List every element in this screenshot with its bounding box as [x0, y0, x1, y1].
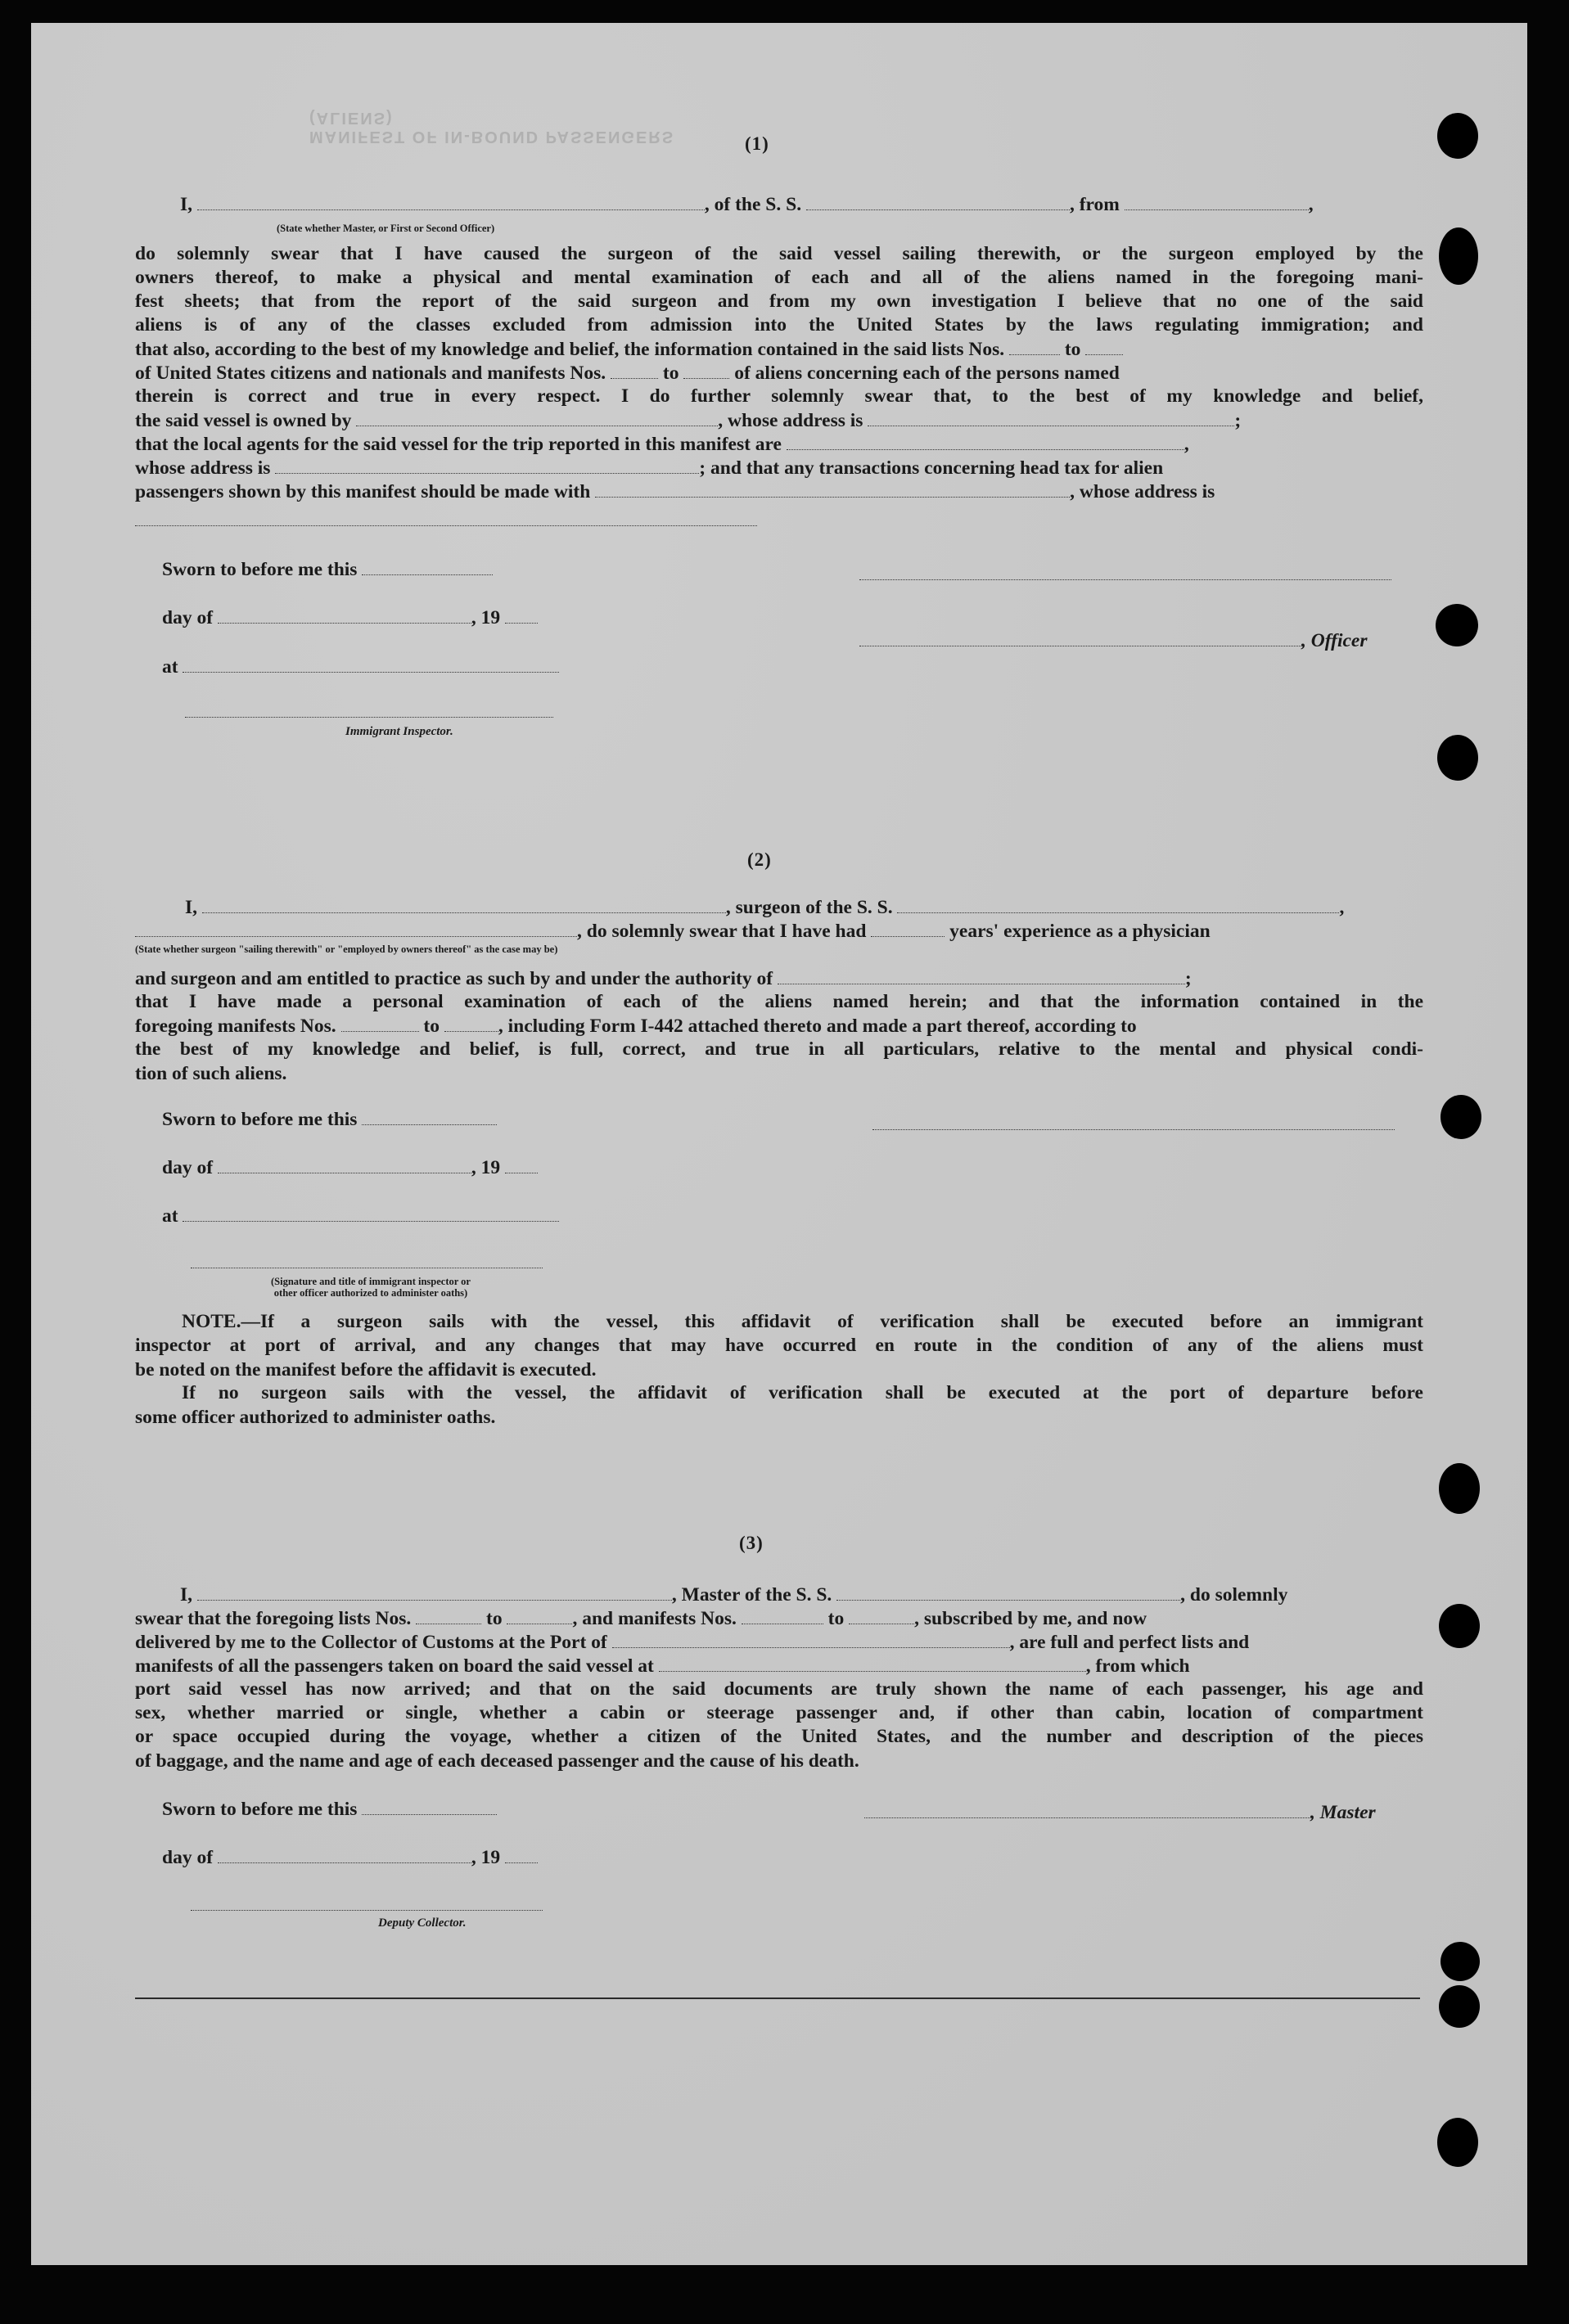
punch-hole: [1439, 1463, 1480, 1514]
note-line-4: If no surgeon sails with the vessel, the affidavit of verification shall be executed at the port of departure before: [182, 1382, 1423, 1403]
s3-line-1: I, , Master of the S. S. , do solemnly: [180, 1584, 1288, 1606]
bleed-through-header: MANIFEST OF IN-BOUND PASSENGERS (ALIENS): [309, 109, 675, 146]
surgeon-note: (State whether surgeon "sailing therewith" or "employed by owners thereof" as the case may be): [135, 944, 558, 955]
s3-line-2: swear that the foregoing lists Nos. to , and manifests Nos. to , subscribed by me, and now: [135, 1608, 1147, 1629]
section-3-number: (3): [739, 1533, 764, 1553]
s3-line-6: sex, whether married or single, whether a cabin or steerage passenger and, if other than cabin, location of compartment: [135, 1702, 1423, 1723]
s3-line-5: port said vessel has now arrived; and that on the said documents are truly shown the name of each passenger, his age and: [135, 1678, 1423, 1700]
s1-line-7: of United States citizens and nationals and manifests Nos. to of aliens concerning each of the persons named: [135, 363, 1120, 384]
s1-line-4: fest sheets; that from the report of the said surgeon and from my own investigation I believe that no one of the said: [135, 290, 1423, 312]
s2-line-4: that I have made a personal examination of each of the aliens named herein; and that the information contained in the: [135, 991, 1423, 1012]
signature-title-caption: (Signature and title of immigrant inspector or other officer authorized to administer oaths): [271, 1276, 471, 1299]
s1-line-3: owners thereof, to make a physical and mental examination of each and all of the aliens named in the foregoing mani-: [135, 267, 1423, 288]
bottom-rule: [135, 1997, 1420, 1999]
s2-line-5: foregoing manifests Nos. to , including Form I-442 attached thereto and made a part thereof, according to: [135, 1016, 1137, 1037]
deputy-collector-caption: Deputy Collector.: [378, 1916, 467, 1930]
s1-signature-line: [859, 579, 1391, 580]
s1-line-5: aliens is of any of the classes excluded from admission into the United States by the laws regulating immigration; and: [135, 314, 1423, 336]
section-1-number: (1): [745, 133, 769, 154]
address-line: [135, 525, 757, 526]
s2-at: at: [162, 1204, 559, 1228]
s1-at: at: [162, 655, 559, 679]
s1-line-11: whose address is ; and that any transactions concerning head tax for alien: [135, 457, 1164, 479]
s2-line-2: , do solemnly swear that I have had years' experience as a physician: [135, 919, 1211, 944]
s3-line-3: delivered by me to the Collector of Customs at the Port of , are full and perfect lists and: [135, 1632, 1250, 1653]
s1-line-2: do solemnly swear that I have caused the surgeon of the said vessel sailing therewith, or the surgeon employed by the: [135, 243, 1423, 264]
s1-sworn: Sworn to before me this: [162, 557, 493, 582]
s1-line-9: the said vessel is owned by , whose address is ;: [135, 410, 1242, 431]
s1-line-1: I, , of the S. S. , from ,: [180, 194, 1314, 215]
s3-day-of: day of , 19: [162, 1845, 538, 1870]
s3-collector-line: [191, 1910, 543, 1911]
punch-hole: [1436, 604, 1478, 646]
s3-line-4: manifests of all the passengers taken on board the said vessel at , from which: [135, 1655, 1190, 1677]
section-2-number: (2): [747, 849, 772, 870]
s3-sworn: Sworn to before me this: [162, 1797, 497, 1822]
s1-line-8: therein is correct and true in every respect. I do further solemnly swear that, to the best of my knowledge and belief,: [135, 385, 1423, 407]
note-line-1: NOTE.—If a surgeon sails with the vessel, this affidavit of verification shall be executed before an immigrant: [182, 1311, 1423, 1332]
punch-hole: [1439, 1985, 1480, 2028]
s1-officer: , Officer: [859, 628, 1367, 653]
punch-hole: [1441, 1942, 1480, 1981]
s3-line-7: or space occupied during the voyage, whether a citizen of the United States, and the number and description of the pieces: [135, 1726, 1423, 1747]
s2-day-of: day of , 19: [162, 1155, 538, 1180]
note-line-3: be noted on the manifest before the affidavit is executed.: [135, 1359, 597, 1380]
s1-inspector-line: [185, 717, 553, 718]
s2-signature-line: [872, 1129, 1395, 1130]
master-officer-note: (State whether Master, or First or Second Officer): [277, 223, 495, 234]
punch-hole: [1439, 1604, 1480, 1648]
s3-master: , Master: [864, 1800, 1376, 1825]
s1-line-12: passengers shown by this manifest should be made with , whose address is: [135, 481, 1215, 502]
punch-hole: [1439, 227, 1478, 285]
immigrant-inspector-caption: Immigrant Inspector.: [345, 725, 453, 738]
s1-line-10: that the local agents for the said vessel for the trip reported in this manifest are ,: [135, 434, 1189, 455]
punch-hole: [1441, 1095, 1481, 1139]
s2-line-1: I, , surgeon of the S. S. ,: [185, 897, 1345, 918]
s3-line-8: of baggage, and the name and age of each deceased passenger and the cause of his death.: [135, 1750, 859, 1772]
s2-line-6: the best of my knowledge and belief, is full, correct, and true in all particulars, relative to the mental and physical condi-: [135, 1038, 1423, 1060]
s2-line-7: tion of such aliens.: [135, 1063, 287, 1084]
s2-line-3: and surgeon and am entitled to practice as such by and under the authority of ;: [135, 968, 1192, 989]
punch-hole: [1437, 2118, 1478, 2167]
s1-day-of: day of , 19: [162, 606, 538, 630]
note-line-2: inspector at port of arrival, and any changes that may have occurred en route in the condition of any of the aliens must: [135, 1335, 1423, 1356]
manifest-page: [31, 23, 1527, 2265]
s2-sworn: Sworn to before me this: [162, 1107, 497, 1132]
note-line-5: some officer authorized to administer oaths.: [135, 1407, 496, 1428]
punch-hole: [1437, 735, 1478, 781]
punch-hole: [1437, 113, 1478, 159]
s1-line-6: that also, according to the best of my knowledge and belief, the information contained in the said lists Nos. to: [135, 337, 1123, 362]
